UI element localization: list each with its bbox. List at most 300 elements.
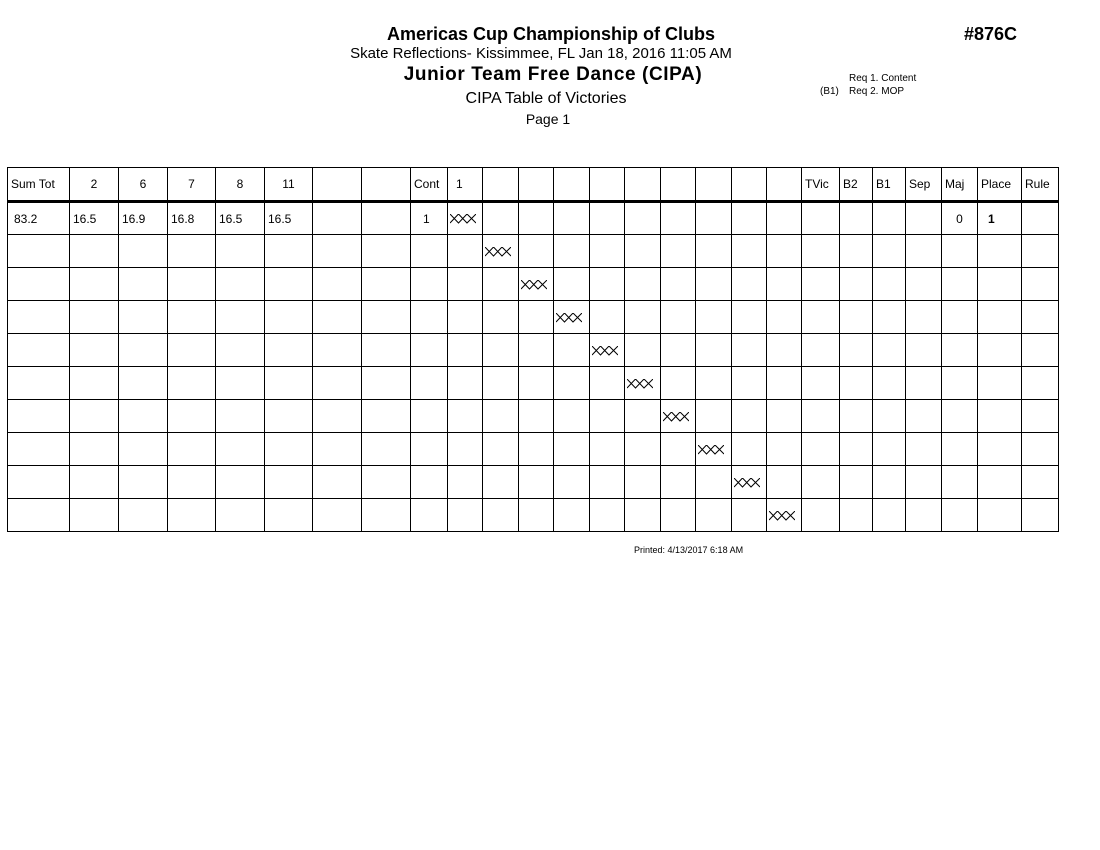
b1-cell xyxy=(873,466,906,499)
sum-total-cell xyxy=(8,268,70,301)
column-header: Maj xyxy=(942,168,978,202)
victory-cell xyxy=(590,301,625,334)
victory-cell xyxy=(554,400,590,433)
judge-score-cell xyxy=(168,400,216,433)
requirement-2-tag: (B1) xyxy=(820,86,839,97)
judge-score-cell xyxy=(265,268,313,301)
victory-cell xyxy=(554,268,590,301)
b2-cell xyxy=(840,235,873,268)
maj-cell xyxy=(942,235,978,268)
judge-score-cell xyxy=(313,202,362,235)
judge-score-cell xyxy=(265,367,313,400)
judge-score-cell xyxy=(216,334,265,367)
victory-cell xyxy=(767,202,802,235)
judge-score-cell xyxy=(313,301,362,334)
column-header: Cont xyxy=(411,168,448,202)
judge-score-cell xyxy=(70,334,119,367)
column-header: B2 xyxy=(840,168,873,202)
header-row xyxy=(8,168,1059,202)
judge-score-cell xyxy=(119,268,168,301)
column-header xyxy=(554,168,590,202)
victory-cell xyxy=(696,499,732,532)
victory-cell xyxy=(661,466,696,499)
tvic-cell xyxy=(802,499,840,532)
victory-cell xyxy=(732,499,767,532)
contestant-cell xyxy=(411,334,448,367)
sum-total-cell xyxy=(8,433,70,466)
requirement-2 xyxy=(820,86,904,97)
sum-total-cell xyxy=(8,367,70,400)
rule-cell xyxy=(1022,466,1059,499)
victory-cell xyxy=(448,499,483,532)
victory-cell xyxy=(554,499,590,532)
victory-cell xyxy=(448,466,483,499)
contestant-cell xyxy=(411,400,448,433)
contestant-cell xyxy=(411,466,448,499)
place-cell xyxy=(978,433,1022,466)
xxx-pattern-icon xyxy=(450,214,476,224)
victory-cell xyxy=(661,334,696,367)
venue-date-line: Skate Reflections- Kissimmee, FL Jan 18, 2016 11:05 AM xyxy=(350,45,732,62)
column-header: Rule xyxy=(1022,168,1059,202)
b2-cell xyxy=(840,334,873,367)
victory-cell xyxy=(554,202,590,235)
judge-score-cell xyxy=(362,367,411,400)
victory-cell xyxy=(590,268,625,301)
sep-cell xyxy=(906,433,942,466)
victory-cell xyxy=(448,367,483,400)
victory-cell xyxy=(767,499,802,532)
judge-score-cell xyxy=(313,268,362,301)
rule-cell xyxy=(1022,301,1059,334)
tvic-cell xyxy=(802,202,840,235)
tvic-cell xyxy=(802,235,840,268)
judge-score-cell xyxy=(265,334,313,367)
contestant-cell xyxy=(411,301,448,334)
judge-score-cell xyxy=(313,367,362,400)
column-header: 1 xyxy=(448,168,483,202)
victory-cell xyxy=(625,301,661,334)
victory-cell xyxy=(767,400,802,433)
xxx-pattern-icon xyxy=(769,511,795,521)
place-cell xyxy=(978,301,1022,334)
sep-cell xyxy=(906,235,942,268)
victory-cell xyxy=(519,367,554,400)
b2-cell xyxy=(840,499,873,532)
column-header xyxy=(313,168,362,202)
place-cell xyxy=(978,235,1022,268)
judge-score-cell xyxy=(119,466,168,499)
b1-cell xyxy=(873,433,906,466)
victory-cell xyxy=(625,235,661,268)
judge-score-cell xyxy=(119,367,168,400)
rule-cell xyxy=(1022,202,1059,235)
b1-cell xyxy=(873,400,906,433)
xxx-pattern-icon xyxy=(592,346,618,356)
table-row xyxy=(8,400,1059,433)
victory-cell xyxy=(554,433,590,466)
judge-score-cell xyxy=(216,235,265,268)
judge-score-cell xyxy=(168,433,216,466)
judge-score-cell: 16.5 xyxy=(216,202,265,235)
rule-cell xyxy=(1022,433,1059,466)
column-header xyxy=(767,168,802,202)
judge-score-cell xyxy=(216,301,265,334)
xxx-pattern-icon xyxy=(556,313,582,323)
victory-cell xyxy=(625,334,661,367)
column-header: 8 xyxy=(216,168,265,202)
judge-score-cell xyxy=(119,301,168,334)
judge-score-cell xyxy=(70,367,119,400)
victory-cell xyxy=(590,466,625,499)
column-header: Sep xyxy=(906,168,942,202)
judge-score-cell xyxy=(119,334,168,367)
victory-cell xyxy=(519,499,554,532)
victory-cell xyxy=(483,367,519,400)
sep-cell xyxy=(906,334,942,367)
victory-cell xyxy=(696,466,732,499)
victory-cell xyxy=(625,367,661,400)
tvic-cell xyxy=(802,268,840,301)
judge-score-cell xyxy=(168,268,216,301)
victory-cell xyxy=(590,334,625,367)
xxx-pattern-icon xyxy=(627,379,653,389)
maj-cell xyxy=(942,367,978,400)
maj-cell xyxy=(942,301,978,334)
victory-cell xyxy=(767,367,802,400)
judge-score-cell xyxy=(168,499,216,532)
maj-cell xyxy=(942,334,978,367)
judge-score-cell xyxy=(265,499,313,532)
victory-cell xyxy=(767,268,802,301)
contestant-cell xyxy=(411,367,448,400)
column-header: Place xyxy=(978,168,1022,202)
judge-score-cell: 16.5 xyxy=(265,202,313,235)
sep-cell xyxy=(906,400,942,433)
sum-total-cell xyxy=(8,235,70,268)
judge-score-cell xyxy=(362,202,411,235)
judge-score-cell xyxy=(119,400,168,433)
event-title: Junior Team Free Dance (CIPA) xyxy=(403,64,703,85)
victory-cell xyxy=(767,301,802,334)
judge-score-cell xyxy=(313,400,362,433)
victory-cell xyxy=(696,202,732,235)
victory-cell xyxy=(732,202,767,235)
rule-cell xyxy=(1022,499,1059,532)
judge-score-cell xyxy=(265,400,313,433)
sum-total-cell xyxy=(8,334,70,367)
victory-cell xyxy=(448,235,483,268)
column-header xyxy=(483,168,519,202)
victory-cell xyxy=(554,334,590,367)
table-row xyxy=(8,301,1059,334)
judge-score-cell xyxy=(216,268,265,301)
victory-cell xyxy=(448,202,483,235)
judge-score-cell xyxy=(70,433,119,466)
table-row xyxy=(8,268,1059,301)
judge-score-cell xyxy=(216,400,265,433)
judge-score-cell xyxy=(362,301,411,334)
judge-score-cell xyxy=(265,433,313,466)
victory-cell xyxy=(661,235,696,268)
xxx-pattern-icon xyxy=(698,445,724,455)
judge-score-cell xyxy=(313,334,362,367)
b2-cell xyxy=(840,400,873,433)
victory-cell xyxy=(519,268,554,301)
place-cell: 1 xyxy=(978,202,1022,235)
victory-cell xyxy=(732,334,767,367)
victory-cell xyxy=(625,466,661,499)
judge-score-cell xyxy=(168,334,216,367)
judge-score-cell xyxy=(362,334,411,367)
victory-cell xyxy=(732,433,767,466)
column-header: TVic xyxy=(802,168,840,202)
judge-score-cell xyxy=(265,301,313,334)
victory-cell xyxy=(590,499,625,532)
victory-cell xyxy=(590,367,625,400)
victory-cell xyxy=(732,268,767,301)
b2-cell xyxy=(840,466,873,499)
place-cell xyxy=(978,268,1022,301)
sep-cell xyxy=(906,301,942,334)
victory-cell xyxy=(625,400,661,433)
victory-cell xyxy=(732,367,767,400)
xxx-pattern-icon xyxy=(663,412,689,422)
b1-cell xyxy=(873,235,906,268)
victory-cell xyxy=(696,235,732,268)
contestant-cell: 1 xyxy=(411,202,448,235)
contestant-cell xyxy=(411,235,448,268)
rule-cell xyxy=(1022,400,1059,433)
competition-title: Americas Cup Championship of Clubs xyxy=(386,24,716,44)
b2-cell xyxy=(840,367,873,400)
victory-cell xyxy=(696,268,732,301)
page-number: Page 1 xyxy=(525,111,571,127)
column-header: B1 xyxy=(873,168,906,202)
report-name: CIPA Table of Victories xyxy=(465,90,627,107)
victory-cell xyxy=(767,235,802,268)
victory-cell xyxy=(590,433,625,466)
tvic-cell xyxy=(802,334,840,367)
judge-score-cell xyxy=(70,268,119,301)
xxx-pattern-icon xyxy=(521,280,547,290)
judge-score-cell xyxy=(70,466,119,499)
table-row xyxy=(8,334,1059,367)
place-cell xyxy=(978,466,1022,499)
b1-cell xyxy=(873,301,906,334)
judge-score-cell xyxy=(313,235,362,268)
victory-cell xyxy=(661,268,696,301)
contestant-cell xyxy=(411,433,448,466)
sep-cell xyxy=(906,202,942,235)
place-cell xyxy=(978,400,1022,433)
tvic-cell xyxy=(802,433,840,466)
victory-cell xyxy=(483,334,519,367)
judge-score-cell xyxy=(119,235,168,268)
requirement-2-label: Req 2. MOP xyxy=(849,86,905,97)
victory-cell xyxy=(661,433,696,466)
judge-score-cell xyxy=(313,466,362,499)
sep-cell xyxy=(906,367,942,400)
b1-cell xyxy=(873,202,906,235)
judge-score-cell xyxy=(168,235,216,268)
column-header: 2 xyxy=(70,168,119,202)
victory-cell xyxy=(448,433,483,466)
sum-total-cell xyxy=(8,301,70,334)
judge-score-cell xyxy=(119,499,168,532)
victory-cell xyxy=(696,367,732,400)
column-header xyxy=(732,168,767,202)
victory-cell xyxy=(732,235,767,268)
victory-cell xyxy=(519,334,554,367)
sum-total-cell xyxy=(8,400,70,433)
maj-cell xyxy=(942,499,978,532)
rule-cell xyxy=(1022,334,1059,367)
judge-score-cell xyxy=(265,235,313,268)
victory-cell xyxy=(448,301,483,334)
tvic-cell xyxy=(802,301,840,334)
victory-cell xyxy=(625,202,661,235)
victory-cell xyxy=(661,202,696,235)
maj-cell: 0 xyxy=(942,202,978,235)
b2-cell xyxy=(840,301,873,334)
victory-cell xyxy=(625,433,661,466)
column-header: 6 xyxy=(119,168,168,202)
judge-score-cell xyxy=(362,400,411,433)
victory-cell xyxy=(661,301,696,334)
judge-score-cell xyxy=(119,433,168,466)
victory-cell xyxy=(554,466,590,499)
judge-score-cell xyxy=(265,466,313,499)
judge-score-cell xyxy=(168,301,216,334)
victory-cell xyxy=(519,433,554,466)
column-header: Sum Tot xyxy=(8,168,70,202)
victory-cell xyxy=(483,466,519,499)
victory-cell xyxy=(448,400,483,433)
b1-cell xyxy=(873,268,906,301)
victory-cell xyxy=(732,466,767,499)
judge-score-cell xyxy=(216,466,265,499)
victory-cell xyxy=(625,499,661,532)
judge-score-cell xyxy=(216,499,265,532)
xxx-pattern-icon xyxy=(485,247,511,257)
maj-cell xyxy=(942,400,978,433)
maj-cell xyxy=(942,433,978,466)
printed-timestamp: Printed: 4/13/2017 6:18 AM xyxy=(634,545,744,555)
victory-cell xyxy=(732,400,767,433)
contestant-cell xyxy=(411,268,448,301)
victory-cell xyxy=(696,334,732,367)
victory-cell xyxy=(661,367,696,400)
b2-cell xyxy=(840,202,873,235)
victory-cell xyxy=(483,301,519,334)
table-row xyxy=(8,499,1059,532)
judge-score-cell xyxy=(70,499,119,532)
victory-cell xyxy=(696,433,732,466)
table-row xyxy=(8,466,1059,499)
column-header xyxy=(519,168,554,202)
victory-cell xyxy=(483,499,519,532)
table-row xyxy=(8,202,1059,235)
judge-score-cell xyxy=(216,433,265,466)
table-row xyxy=(8,235,1059,268)
sum-total-cell xyxy=(8,499,70,532)
sum-total-cell xyxy=(8,466,70,499)
table-row xyxy=(8,367,1059,400)
column-header xyxy=(590,168,625,202)
contestant-cell xyxy=(411,499,448,532)
judge-score-cell: 16.8 xyxy=(168,202,216,235)
judge-score-cell xyxy=(70,235,119,268)
victory-cell xyxy=(448,334,483,367)
column-header: 7 xyxy=(168,168,216,202)
victory-cell xyxy=(767,466,802,499)
tvic-cell xyxy=(802,466,840,499)
victory-cell xyxy=(519,301,554,334)
judge-score-cell: 16.9 xyxy=(119,202,168,235)
rule-cell xyxy=(1022,268,1059,301)
event-code: #876C xyxy=(964,24,1018,44)
place-cell xyxy=(978,334,1022,367)
judge-score-cell xyxy=(216,367,265,400)
victory-cell xyxy=(519,400,554,433)
column-header xyxy=(625,168,661,202)
rule-cell xyxy=(1022,367,1059,400)
column-header xyxy=(661,168,696,202)
victory-cell xyxy=(767,334,802,367)
victory-cell xyxy=(554,301,590,334)
victory-cell xyxy=(590,235,625,268)
victory-cell xyxy=(661,499,696,532)
judge-score-cell xyxy=(362,235,411,268)
column-header xyxy=(696,168,732,202)
maj-cell xyxy=(942,466,978,499)
victory-cell xyxy=(483,202,519,235)
place-cell xyxy=(978,367,1022,400)
victory-cell xyxy=(767,433,802,466)
tvic-cell xyxy=(802,367,840,400)
victory-cell xyxy=(554,235,590,268)
victory-cell xyxy=(483,433,519,466)
victory-cell xyxy=(483,235,519,268)
sep-cell xyxy=(906,466,942,499)
victory-cell xyxy=(696,301,732,334)
judge-score-cell xyxy=(313,499,362,532)
rule-cell xyxy=(1022,235,1059,268)
victory-cell xyxy=(519,466,554,499)
judge-score-cell: 16.5 xyxy=(70,202,119,235)
b1-cell xyxy=(873,499,906,532)
judge-score-cell xyxy=(70,400,119,433)
victory-cell xyxy=(625,268,661,301)
column-header: 11 xyxy=(265,168,313,202)
victory-cell xyxy=(661,400,696,433)
victory-cell xyxy=(590,202,625,235)
sep-cell xyxy=(906,268,942,301)
place-cell xyxy=(978,499,1022,532)
table-row xyxy=(8,433,1059,466)
victory-cell xyxy=(519,235,554,268)
victory-cell xyxy=(554,367,590,400)
b1-cell xyxy=(873,367,906,400)
sep-cell xyxy=(906,499,942,532)
victory-cell xyxy=(696,400,732,433)
b2-cell xyxy=(840,433,873,466)
judge-score-cell xyxy=(70,301,119,334)
xxx-pattern-icon xyxy=(734,478,760,488)
b1-cell xyxy=(873,334,906,367)
judge-score-cell xyxy=(313,433,362,466)
